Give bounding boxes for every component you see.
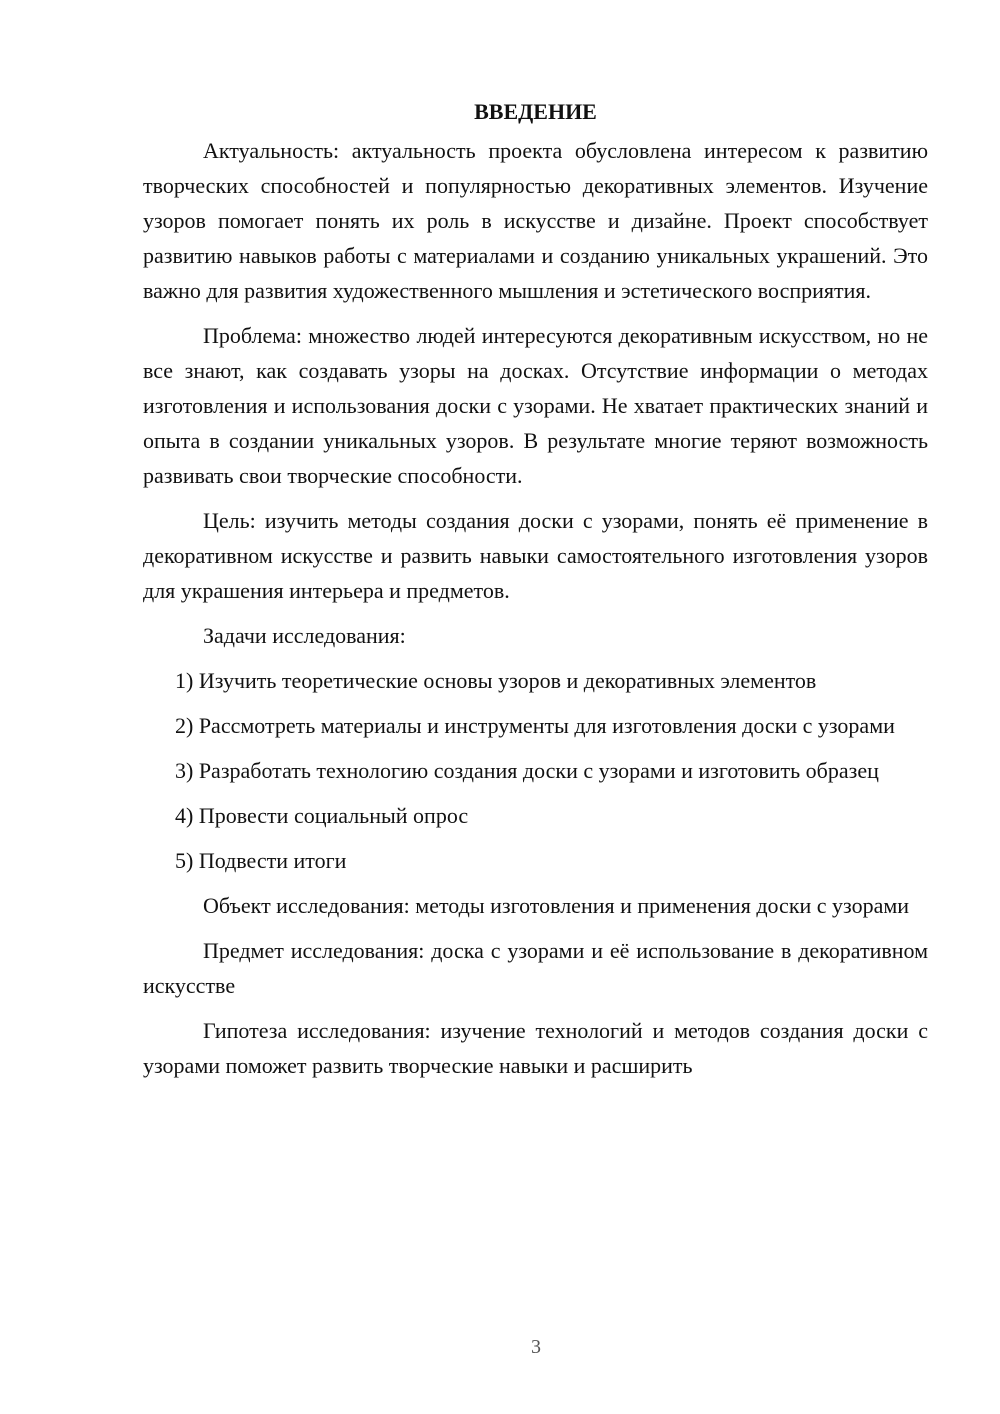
task-item: 5) Подвести итоги [175,848,347,873]
task-item: 1) Изучить теоретические основы узоров и декоративных элементов [175,668,817,693]
task-item: 4) Провести социальный опрос [175,803,469,828]
task-item: 2) Рассмотреть материалы и инструменты для изготовления доски с узорами [175,713,895,738]
section-title: ВВЕДЕНИЕ [474,99,597,124]
page-number: 3 [531,1336,541,1358]
hypothesis-paragraph: Гипотеза исследования: изучение технологий и методов создания доски с узорами поможет развить творческие навыки и расширить [143,1018,928,1078]
page-content [143,94,928,1093]
relevance-paragraph: Актуальность: актуальность проекта обусловлена интересом к развитию творческих способностей и популярностью декоративных элементов. Изучение узоров помогает понять их роль в искусстве и дизайне. Проект способствует развитию навыков работы с материалами и созданию уникальных украшений. Это важно для развития художественного мышления и эстетического восприятия. [143,138,928,303]
problem-paragraph: Проблема: множество людей интересуются декоративным искусством, но не все знают, как создавать узоры на досках. Отсутствие информации о методах изготовления и использования доски с узорами. Не хватает практических знаний и опыта в создании уникальных узоров. В результате многие теряют возможность развивать свои творческие способности. [143,323,928,488]
object-paragraph: Объект исследования: методы изготовления и применения доски с узорами [203,893,910,918]
task-item: 3) Разработать технологию создания доски с узорами и изготовить образец [175,758,879,783]
goal-paragraph: Цель: изучить методы создания доски с узорами, понять её применение в декоративном искусстве и развить навыки самостоятельного изготовления узоров для украшения интерьера и предметов. [143,508,928,603]
tasks-heading: Задачи исследования: [203,623,406,648]
subject-paragraph: Предмет исследования: доска с узорами и её использование в декоративном искусстве [143,938,928,998]
